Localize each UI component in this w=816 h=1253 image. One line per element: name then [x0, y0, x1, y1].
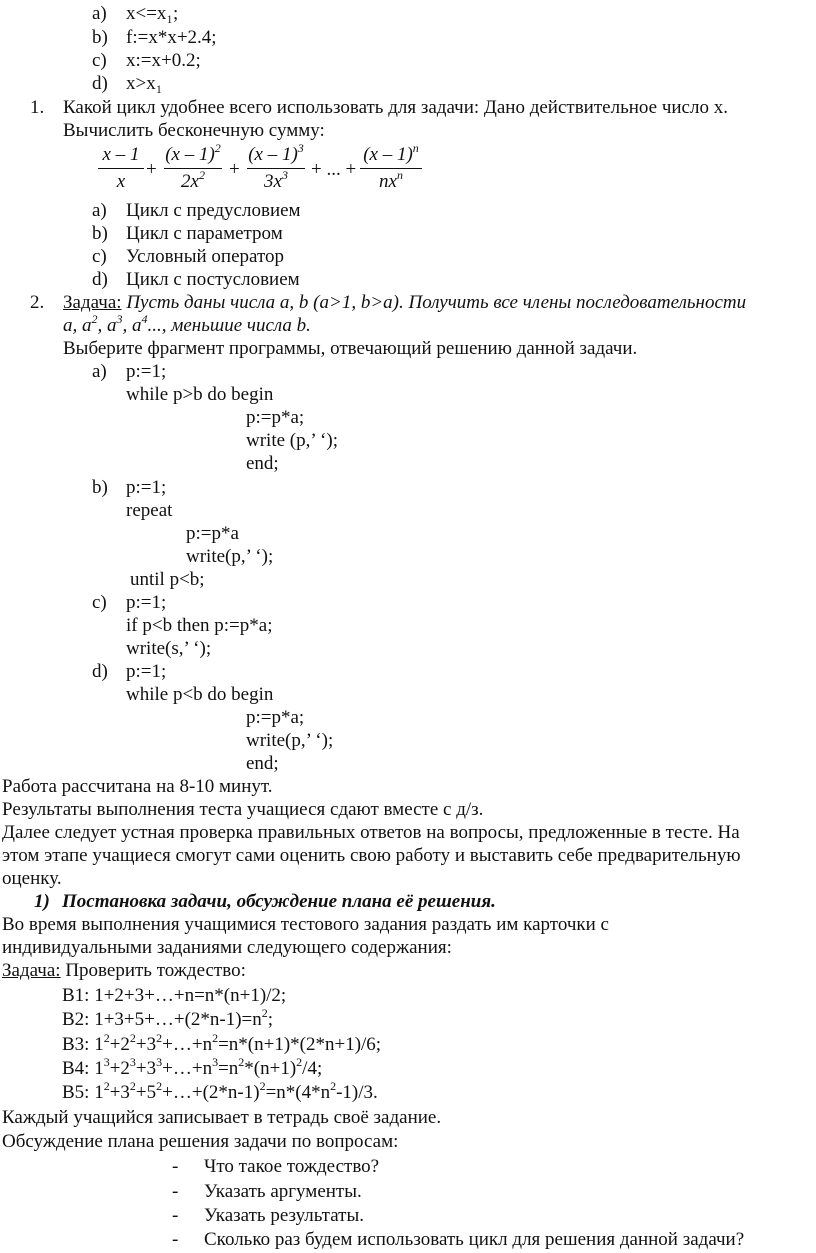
option-text: Цикл с постусловием — [126, 269, 300, 290]
question-2-task — [63, 292, 746, 314]
bullet-text: Сколько раз будем использовать цикл для решения данной задачи? — [204, 1229, 745, 1250]
option-marker: d) — [92, 73, 108, 94]
option-marker: d) — [92, 269, 108, 290]
option-b — [92, 27, 217, 49]
code-line: while p>b do begin — [126, 384, 274, 405]
option-marker: a) — [92, 3, 107, 24]
paragraph: Обсуждение плана решения задачи по вопросам: — [2, 1131, 399, 1152]
code-line: p:=1; — [126, 661, 167, 682]
task-label: Задача: — [63, 292, 122, 313]
question-1-number: 1. — [30, 97, 45, 118]
option-text: x>x₁ — [126, 73, 163, 94]
code-line: p:=p*a; — [246, 407, 305, 428]
code-line: write(p,’ ‘); — [186, 546, 274, 567]
q2-option-b-marker: b) — [92, 477, 108, 498]
formula-term-2 — [164, 140, 222, 194]
option-c — [92, 50, 201, 72]
q2-option-c-marker: c) — [92, 592, 107, 613]
option-text: Цикл с параметром — [126, 223, 283, 244]
variant-4: В4: $1^3+2^3+3^3+\dots+n^3=n^2*(n+1)^2/4$; — [62, 1054, 323, 1079]
code-line: repeat — [126, 500, 173, 521]
code-line: write (p,’ ‘); — [246, 430, 338, 451]
paragraph: Результаты выполнения теста учащиеся сдают вместе с д/з. — [2, 799, 484, 820]
fraction-bar — [164, 168, 222, 169]
code-line: while p<b do begin — [126, 684, 274, 705]
paragraph: Работа рассчитана на 8-10 минут. — [2, 776, 273, 797]
option-text: f:=x*x+2.4; — [126, 27, 217, 48]
option-marker: c) — [92, 246, 107, 267]
paragraph: Во время выполнения учащимися тестового задания раздать им карточки с — [2, 914, 609, 935]
code-line: p:=1; — [126, 592, 167, 613]
term-2-numerator: (x – 1) — [165, 144, 215, 165]
task-line — [2, 960, 246, 982]
code-line: write(s,’ ‘); — [126, 638, 212, 659]
q1-option-d — [92, 269, 300, 291]
variant-3: В3: $1^2+2^2+3^2+\dots+n^2=n*(n+1)*(2*n+1)/6$; — [62, 1030, 382, 1055]
q1-option-b — [92, 223, 283, 245]
code-line: end; — [246, 753, 279, 774]
option-marker: a) — [92, 200, 107, 221]
term-3-numerator-exp: 3 — [297, 140, 304, 155]
task-label: Задача: — [2, 960, 61, 981]
term-n-denominator-exp: n — [396, 167, 403, 182]
variant-2: В2: $1+3+5+\dots+(2*n-1)=n^2$; — [62, 1005, 274, 1030]
code-line: until p<b; — [130, 569, 205, 590]
plus-sign: + — [146, 159, 157, 180]
section-heading: Постановка задачи, обсуждение плана её решения. — [62, 891, 496, 912]
option-a — [92, 3, 179, 25]
code-line: end; — [246, 453, 279, 474]
question-2-sequence: a, $a^2$, $a^3$, $a^4$..., меньшие числа b. — [63, 311, 311, 336]
paragraph: оценку. — [2, 868, 62, 889]
term-2-numerator-exp: 2 — [214, 140, 221, 155]
variant-5: В5: $1^2+3^2+5^2+\dots+(2*n-1)^2=n*(4*n^2-1)/3$. — [62, 1078, 378, 1103]
formula-term-1 — [98, 143, 144, 194]
term-2-denominator-exp: 2 — [198, 167, 205, 182]
paragraph: Каждый учащийся записывает в тетрадь своё задание. — [2, 1107, 442, 1128]
bullet-dash: - — [172, 1229, 179, 1250]
fraction-bar — [360, 168, 422, 169]
term-n-denominator: nx — [379, 171, 397, 192]
code-line: p:=p*a — [186, 523, 239, 544]
question-2-number: 2. — [30, 292, 45, 313]
paragraph: этом этапе учащиеся смогут сами оценить свою работу и выставить себе предварительную — [2, 845, 741, 866]
bullet-item — [172, 1181, 362, 1203]
task-text: Пусть даны числа a, b (a>1, b>a). Получить все члены последовательности — [121, 292, 747, 313]
question-1-line-2: Вычислить бесконечную сумму: — [63, 120, 325, 141]
option-marker: b) — [92, 223, 108, 244]
term-n-numerator: (x – 1) — [363, 144, 413, 165]
term-1-denominator: x — [116, 171, 126, 192]
term-3-denominator: 3x — [264, 171, 282, 192]
bullet-item — [172, 1229, 745, 1251]
term-2-denominator: 2x — [181, 171, 199, 192]
question-2-prompt: Выберите фрагмент программы, отвечающий решению данной задачи. — [63, 338, 638, 359]
option-text: x<=x₁; — [126, 3, 179, 24]
bullet-text: Указать результаты. — [204, 1205, 364, 1226]
fraction-bar — [98, 168, 144, 169]
paragraph: индивидуальными заданиями следующего содержания: — [2, 937, 452, 958]
bullet-text: Указать аргументы. — [204, 1181, 362, 1202]
question-1-line-1: Какой цикл удобнее всего использовать для задачи: Дано действительное число x. — [63, 97, 728, 118]
option-d — [92, 73, 163, 95]
fraction-bar — [247, 168, 305, 169]
section-heading-number: 1) — [34, 891, 50, 912]
q1-option-a — [92, 200, 301, 222]
option-text: Условный оператор — [126, 246, 285, 267]
option-text: x:=x+0.2; — [126, 50, 201, 71]
bullet-dash: - — [172, 1181, 179, 1202]
q2-option-d-marker: d) — [92, 661, 108, 682]
code-line: p:=1; — [126, 361, 167, 382]
option-text: Цикл с предусловием — [126, 200, 301, 221]
ellipsis-plus: + ... + — [311, 159, 357, 180]
task-text: Проверить тождество: — [60, 960, 246, 981]
q2-option-a-marker: a) — [92, 361, 107, 382]
bullet-item — [172, 1156, 380, 1178]
q1-option-c — [92, 246, 285, 268]
bullet-text: Что такое тождество? — [204, 1156, 380, 1177]
bullet-item — [172, 1205, 364, 1227]
term-3-numerator: (x – 1) — [248, 144, 298, 165]
option-marker: c) — [92, 50, 107, 71]
term-n-numerator-exp: n — [412, 140, 419, 155]
variant-1: В1: 1+2+3+…+n=n*(n+1)/2; — [62, 985, 287, 1006]
formula-term-n — [360, 140, 422, 194]
bullet-dash: - — [172, 1205, 179, 1226]
paragraph: Далее следует устная проверка правильных ответов на вопросы, предложенные в тесте. На — [2, 822, 740, 843]
code-line: write(p,’ ‘); — [246, 730, 334, 751]
code-line: p:=1; — [126, 477, 167, 498]
plus-sign: + — [229, 159, 240, 180]
code-line: if p<b then p:=p*a; — [126, 615, 273, 636]
bullet-dash: - — [172, 1156, 179, 1177]
code-line: p:=p*a; — [246, 707, 305, 728]
term-3-denominator-exp: 3 — [281, 167, 288, 182]
term-1-numerator: x – 1 — [102, 144, 140, 165]
option-marker: b) — [92, 27, 108, 48]
formula-term-3 — [247, 140, 305, 194]
